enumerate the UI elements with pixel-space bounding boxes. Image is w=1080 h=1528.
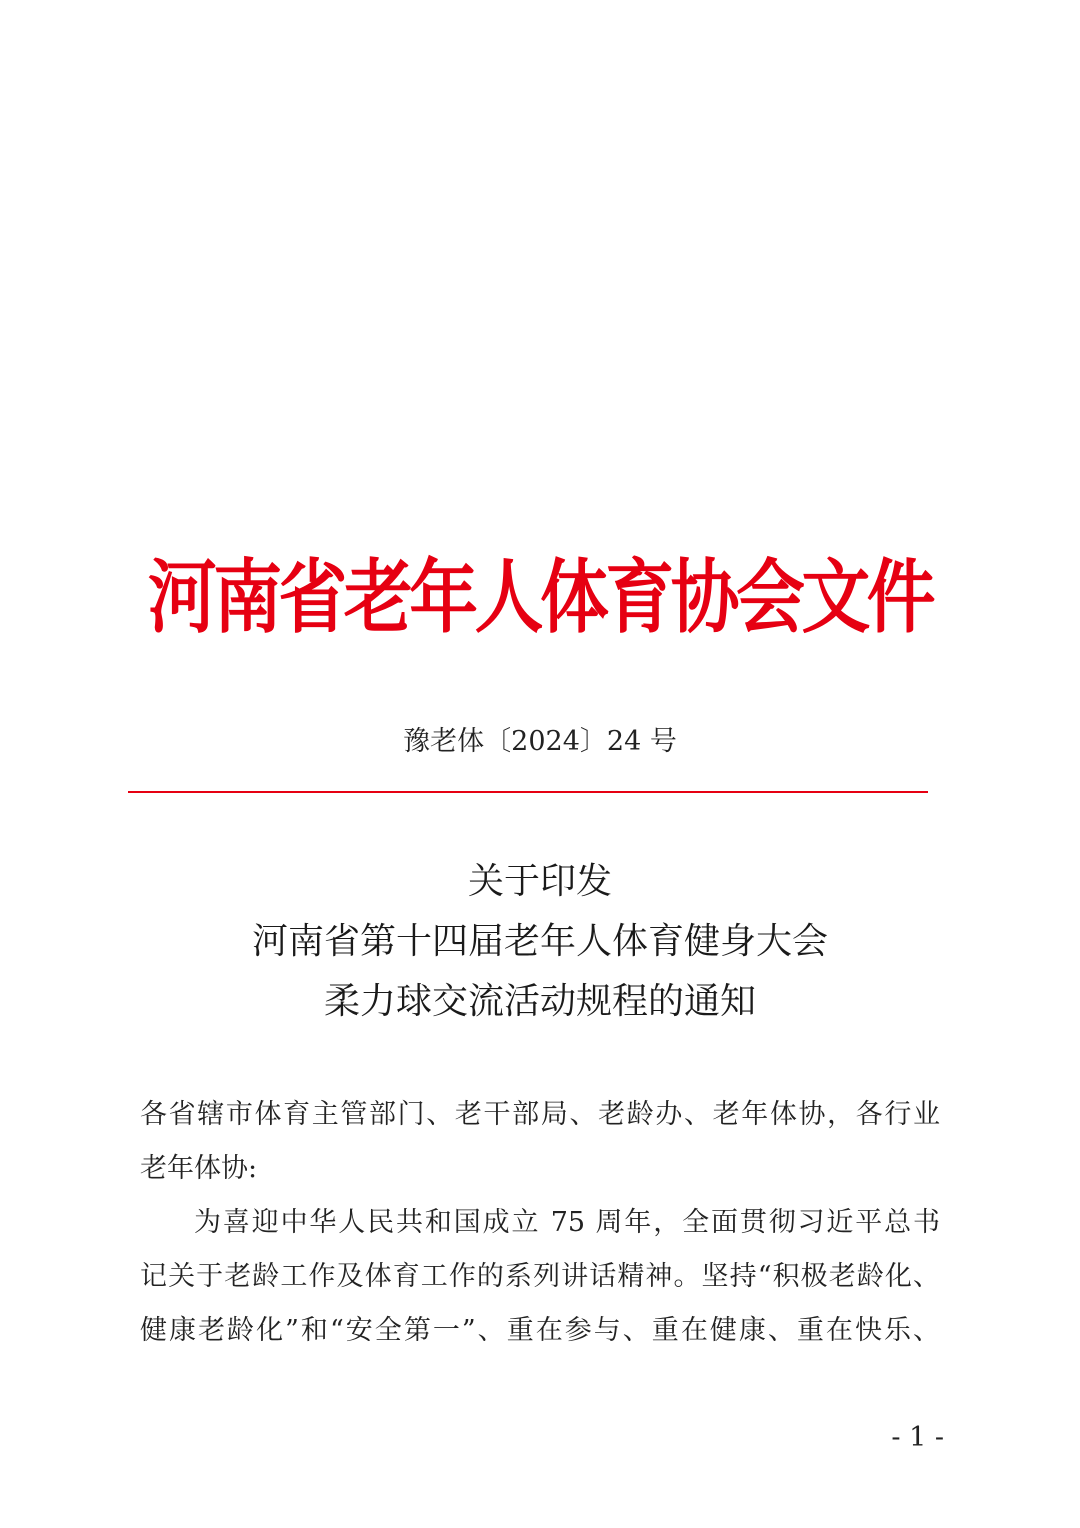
body-line: 为喜迎中华人民共和国成立 75 周年，全面贯彻习近平总书 (194, 1207, 940, 1238)
body-line: 记关于老龄工作及体育工作的系列讲话精神。坚持“积极老龄化、 (140, 1261, 940, 1292)
page-number: - 1 - (891, 1422, 944, 1453)
document-body (140, 1088, 940, 1358)
body-line: 各省辖市体育主管部门、老干部局、老龄办、老年体协，各行业 (140, 1099, 940, 1130)
red-divider-line (128, 791, 928, 793)
title-line: 柔力球交流活动规程的通知 (323, 981, 756, 1022)
masthead-title: 河南省老年人体育协会文件 (147, 551, 933, 644)
document-title (0, 852, 1080, 1032)
document-number: 豫老体〔2024〕24 号 (403, 726, 677, 757)
body-line: 老年体协: (140, 1153, 258, 1184)
title-line: 河南省第十四届老年人体育健身大会 (251, 921, 828, 962)
title-line: 关于印发 (467, 861, 612, 902)
body-line: 健康老龄化”和“安全第一”、重在参与、重在健康、重在快乐、 (140, 1315, 940, 1346)
